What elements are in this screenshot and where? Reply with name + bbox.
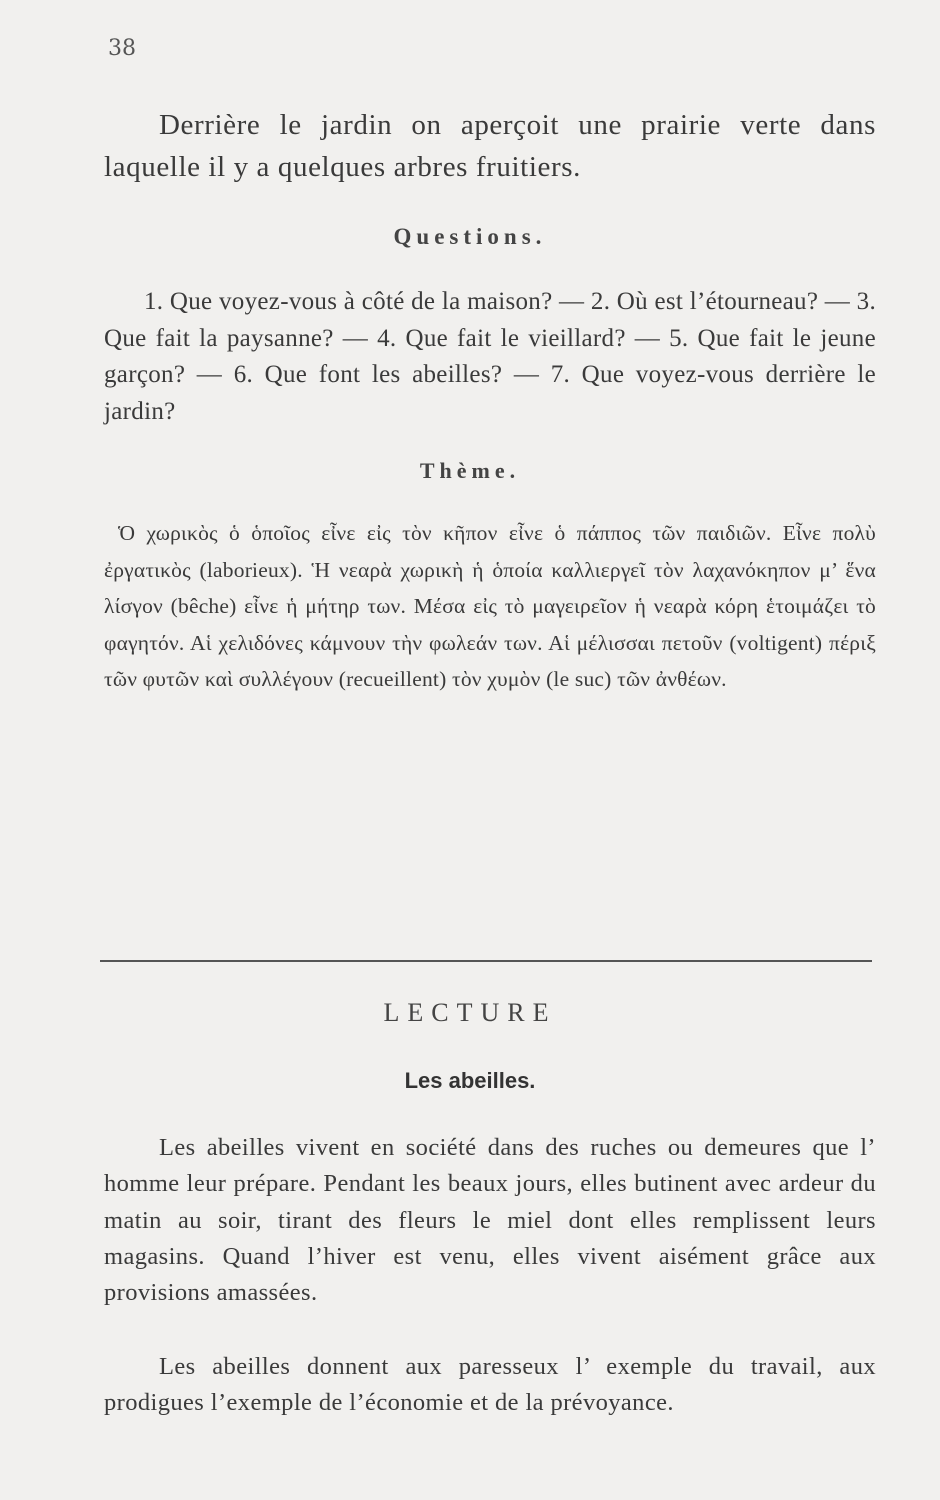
questions-heading: Questions. <box>393 224 547 249</box>
lecture-paragraph-2: Les abeilles donnent aux paresseux l’ exemple du travail, aux prodigues l’exemple de l’économie et de la prévoyance. <box>104 1353 876 1417</box>
lecture-heading: LECTURE <box>383 998 557 1027</box>
lecture-title: Les abeilles. <box>404 1068 536 1093</box>
theme-greek-text: Ὁ χωρικὸς ὁ ὁποῖος εἶνε εἰς τὸν κῆπον εἶνε ὁ πάππος τῶν παιδιῶν. Εἶνε πολὺ ἐργατικὸς (laborieux). Ἡ νεαρὰ χωρικὴ ἡ ὁποία καλλιεργεῖ τὸν λαχανόκηπον μ’ ἕνα λίσγον (bêche) εἶνε ἡ μήτηρ των. Μέσα εἰς τὸ μαγειρεῖον ἡ νεαρὰ κόρη ἑτοιμάζει τὸ φαγητόν. Αἱ χελιδόνες κάμνουν τὴν φωλεάν των. Αἱ μέλισσαι πετοῦν (voltigent) πέριξ τῶν φυτῶν καὶ συλλέγουν (recueillent) τὸν χυμὸν (le suc) τῶν ἀνθέων. <box>104 521 876 691</box>
section-divider <box>100 960 872 962</box>
questions-text: 1. Que voyez-vous à côté de la maison? — 2. Où est l’étourneau? — 3. Que fait la paysanne? — 4. Que fait le vieillard? — 5. Que fait le jeune garçon? — 6. Que font les abeilles? — 7. Que voyez-vous derrière le jardin? <box>104 288 876 425</box>
theme-heading: Thème. <box>419 458 521 483</box>
intro-paragraph: Derrière le jardin on aperçoit une prairie verte dans laquelle il y a quelques arbres fruitiers. <box>104 109 876 183</box>
page-number: 38 <box>108 36 136 61</box>
lecture-paragraph-1: Les abeilles vivent en société dans des ruches ou demeures que l’ homme leur prépare. Pendant les beaux jours, elles butinent avec ardeur du matin au soir, tirant des fleurs le miel dont elles remplissent leurs magasins. Quand l’hiver est venu, elles vivent aisément grâce aux provisions amassées. <box>104 1134 876 1307</box>
